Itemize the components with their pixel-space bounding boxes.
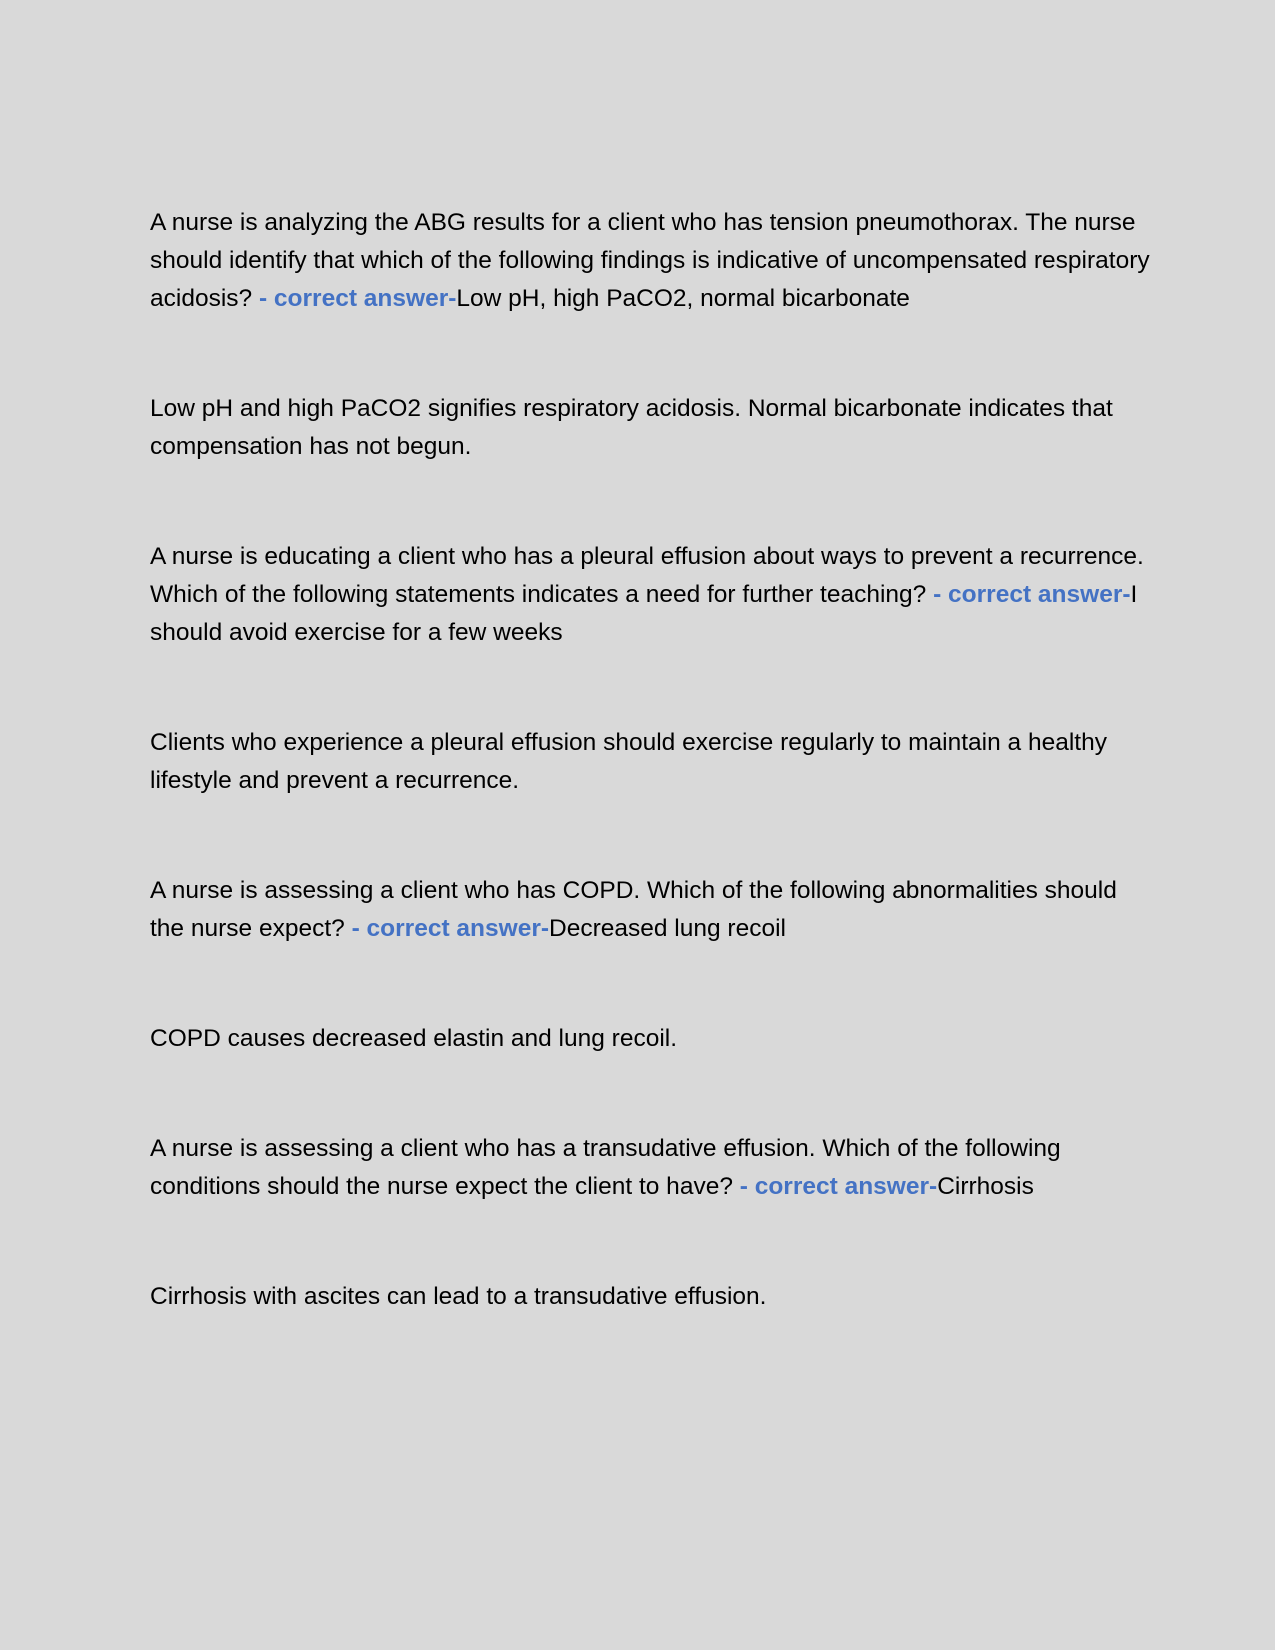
question-paragraph: [150, 1130, 1150, 1206]
correct-answer-marker: - correct answer-: [933, 581, 1131, 608]
question-text: A nurse is analyzing the ABG results for a client who has tension pneumothorax. The nurse should identify that which of the following findings is indicative of uncompensated respiratory acidosis?: [150, 209, 1150, 312]
correct-answer-marker: - correct answer-: [739, 1173, 938, 1200]
question-paragraph: [150, 538, 1150, 652]
question-text: A nurse is educating a client who has a pleural effusion about ways to prevent a recurrence. Which of the following statements indicates a need for further teaching?: [150, 543, 1144, 608]
question-paragraph: [150, 204, 1150, 318]
correct-answer-marker: - correct answer-: [351, 915, 550, 942]
correct-answer-marker: - correct answer-: [258, 285, 457, 312]
answer-text: Cirrhosis: [937, 1173, 1034, 1200]
question-text: A nurse is assessing a client who has a transudative effusion. Which of the following conditions should the nurse expect the client to have?: [150, 1135, 1061, 1200]
explanation-paragraph: Cirrhosis with ascites can lead to a transudative effusion.: [150, 1283, 767, 1310]
answer-text: I should avoid exercise for a few weeks: [150, 581, 1138, 646]
question-paragraph: [150, 872, 1150, 948]
explanation-paragraph: COPD causes decreased elastin and lung recoil.: [150, 1025, 678, 1052]
document-page: [150, 204, 1150, 1316]
explanation-paragraph: Clients who experience a pleural effusion should exercise regularly to maintain a healthy lifestyle and prevent a recurrence.: [150, 729, 1107, 794]
answer-text: Decreased lung recoil: [549, 915, 786, 942]
question-text: A nurse is assessing a client who has COPD. Which of the following abnormalities should the nurse expect?: [150, 877, 1117, 942]
answer-text: Low pH, high PaCO2, normal bicarbonate: [456, 285, 910, 312]
explanation-paragraph: Low pH and high PaCO2 signifies respiratory acidosis. Normal bicarbonate indicates that compensation has not begun.: [150, 395, 1113, 460]
